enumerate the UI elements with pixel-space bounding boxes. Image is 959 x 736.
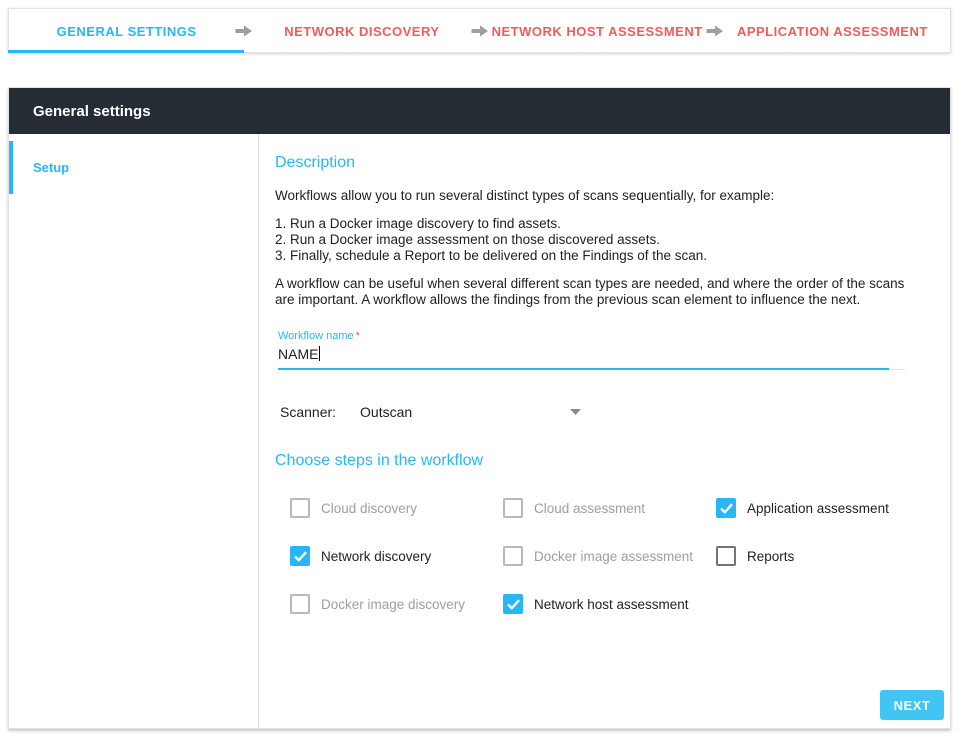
checkbox[interactable] bbox=[716, 498, 736, 518]
check-icon bbox=[294, 551, 307, 562]
active-tab-indicator bbox=[8, 50, 244, 53]
settings-sidebar bbox=[9, 134, 259, 728]
workflow-step-tabs bbox=[8, 8, 951, 53]
workflow-name-label: Workflow name * bbox=[278, 330, 360, 342]
text-caret bbox=[319, 346, 320, 361]
tab-label: NETWORK DISCOVERY bbox=[284, 23, 440, 39]
tab-general-settings[interactable] bbox=[9, 23, 244, 39]
check-icon bbox=[507, 599, 520, 610]
general-settings-panel bbox=[8, 87, 951, 729]
required-marker: * bbox=[355, 330, 360, 342]
arrow-right-icon bbox=[236, 24, 253, 37]
workflow-steps-grid bbox=[290, 498, 934, 614]
description-note: A workflow can be useful when several different scan types are needed, and where the order of the scans are important. A workflow allows the findings from the previous scan element to influence the next. bbox=[275, 276, 905, 307]
checkbox-network-discovery[interactable]: Network discovery bbox=[290, 546, 503, 566]
arrow-right-icon bbox=[706, 24, 723, 37]
checkbox-cloud-assessment[interactable]: Cloud assessment bbox=[503, 498, 716, 518]
tab-network-discovery[interactable] bbox=[244, 23, 479, 39]
next-button[interactable]: NEXT bbox=[880, 690, 944, 720]
tab-network-host-assessment[interactable] bbox=[480, 23, 715, 39]
tab-label: NETWORK HOST ASSESSMENT bbox=[491, 23, 703, 39]
example-steps-list bbox=[275, 216, 934, 264]
example-step: 3. Finally, schedule a Report to be delivered on the Findings of the scan. bbox=[275, 248, 708, 263]
panel-title: General settings bbox=[33, 102, 151, 120]
sidebar-item-setup[interactable] bbox=[9, 141, 258, 194]
description-heading: Description bbox=[275, 154, 356, 171]
choose-steps-heading: Choose steps in the workflow bbox=[275, 452, 484, 469]
checkbox[interactable] bbox=[290, 498, 310, 518]
workflow-name-input[interactable]: NAME bbox=[278, 345, 319, 362]
checkbox-application-assessment[interactable]: Application assessment bbox=[716, 498, 934, 518]
scanner-selected-value: Outscan bbox=[360, 404, 413, 420]
checkbox-network-host-assessment[interactable]: Network host assessment bbox=[503, 594, 716, 614]
example-step: 2. Run a Docker image assessment on those discovered assets. bbox=[275, 232, 660, 247]
scanner-select[interactable] bbox=[360, 404, 585, 420]
checkbox[interactable] bbox=[503, 498, 523, 518]
checkbox[interactable] bbox=[503, 546, 523, 566]
active-item-accent bbox=[9, 141, 13, 194]
caret-down-icon bbox=[570, 409, 581, 415]
checkbox-docker-image-assessment[interactable]: Docker image assessment bbox=[503, 546, 716, 566]
workflow-name-field[interactable] bbox=[278, 330, 905, 370]
input-focus-underline bbox=[278, 368, 889, 370]
checkbox-docker-image-discovery[interactable]: Docker image discovery bbox=[290, 594, 503, 614]
tab-label: APPLICATION ASSESSMENT bbox=[736, 23, 928, 39]
sidebar-item-label: Setup bbox=[33, 160, 70, 175]
checkbox[interactable] bbox=[290, 594, 310, 614]
tab-label: GENERAL SETTINGS bbox=[56, 23, 197, 39]
tab-application-assessment[interactable] bbox=[715, 23, 950, 39]
checkbox[interactable] bbox=[503, 594, 523, 614]
scanner-row bbox=[275, 404, 934, 420]
check-icon bbox=[720, 503, 733, 514]
checkbox[interactable] bbox=[716, 546, 736, 566]
checkbox[interactable] bbox=[290, 546, 310, 566]
arrow-right-icon bbox=[471, 24, 488, 37]
checkbox-cloud-discovery[interactable]: Cloud discovery bbox=[290, 498, 503, 518]
example-step: 1. Run a Docker image discovery to find assets. bbox=[275, 216, 561, 231]
description-intro: Workflows allow you to run several distinct types of scans sequentially, for example: bbox=[275, 188, 775, 203]
checkbox-reports[interactable]: Reports bbox=[716, 546, 934, 566]
panel-header bbox=[9, 88, 950, 134]
setup-content bbox=[259, 134, 950, 728]
scanner-label: Scanner: bbox=[280, 404, 337, 420]
